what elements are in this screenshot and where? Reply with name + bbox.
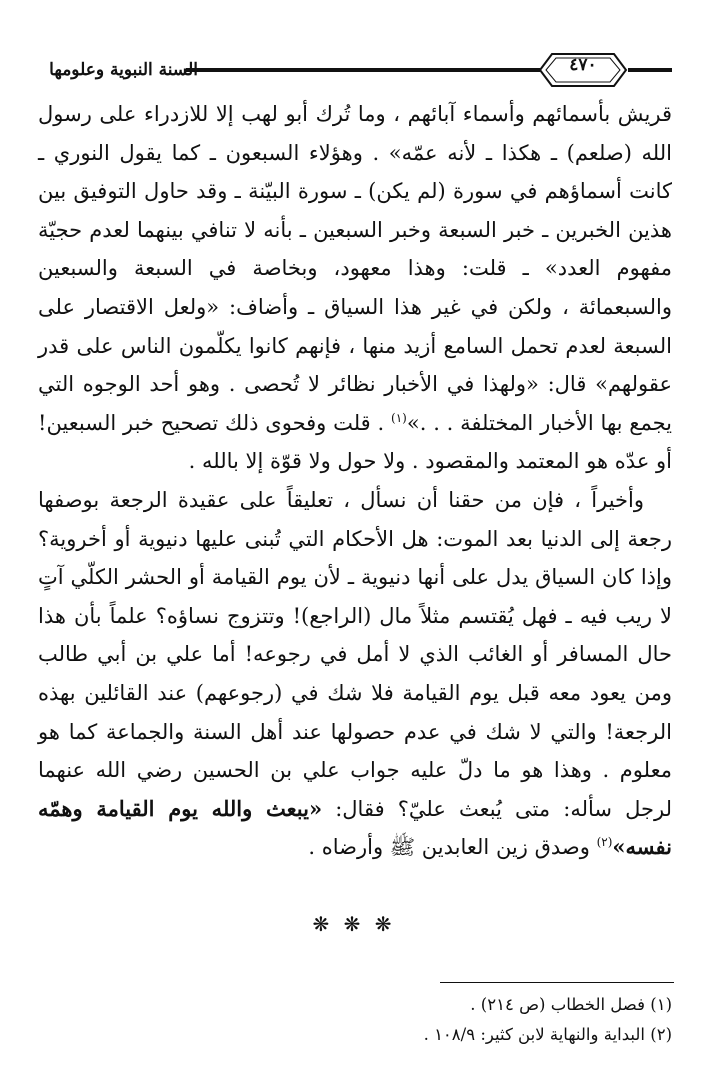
paragraph-text: قريش بأسمائهم وأسماء آبائهم ، وما تُرك أبو لهب إلا للازدراء على رسول الله (صلعم) ـ هكذا ـ لأنه عمّه» . وهؤلاء السبعون ـ كما يقول النوري ـ كانت أسماؤهم في سورة (لم يكن) ـ سورة البيّنة ـ وقد حاول التوفيق بين هذين الخبرين ـ خبر السبعة وخبر السبعين ـ بأنه لا تنافي بينهما لعدم حجيّة مفهوم العدد» ـ قلت: وهذا معهود، وبخاصة في السبعة والسبعين والسبعمائة ، ولكن في غير هذا السياق ـ وأضاف: «ولعل الاقتصار على السبعة لعدم تحمل السامع أزيد منها ، فإنهم كانوا يكلّمون الناس على قدر عقولهم» قال: «ولهذا في الأخبار نظائر لا تُحصى . وهو أحد الوجوه التي يجمع بها الأخبار المختلفة . . .» xyxy=(38,102,672,435)
page-header xyxy=(0,0,708,100)
paragraph xyxy=(38,95,672,481)
footnote-divider xyxy=(440,982,674,983)
footnote-item: (٢) البداية والنهاية لابن كثير: ١٠٨/٩ . xyxy=(423,1025,672,1044)
paragraph-text: . قلت وفحوى ذلك تصحيح خبر السبعين! أو عدّه هو المعتمد والمقصود . ولا حول ولا قوّة إلا بالله . xyxy=(38,410,672,474)
page-number: ٤٧٠ xyxy=(569,55,597,75)
paragraph-text: وأخيراً ، فإن من حقنا أن نسأل ، تعليقاً على عقيدة الرجعة بوصفها رجعة إلى الدنيا بعد الموت: هل الأحكام التي تُبنى عليها دنيوية أو أخروية؟ وإذا كان السياق يدل على أنها دنيوية ـ لأن يوم القيامة أو الحشر الكلّي آتٍ لا ريب فيه ـ فهل يُقتسم مثلاً مال (الراجع)! وتتزوج نساؤه؟ علماً بأن هذا حال المسافر أو الغائب الذي لا أمل في رجوعه! أما علي بن أبي طالب ومن يعود معه قبل يوم القيامة فلا شك في (رجوعهم) عند القائلين بهذه الرجعة! والتي لا شك في عدم حصولها عند أهل السنة والجماعة كما هو معلوم . وهذا هو ما دلّ عليه جواب علي بن الحسين رضي الله عنهما لرجل سأله: متى يُبعث عليّ؟ فقال: xyxy=(38,487,672,821)
footnote-ref-2: (٢) xyxy=(596,835,613,850)
header-ornament xyxy=(0,0,708,100)
footnote-item: (١) فصل الخطاب (ص ٢١٤) . xyxy=(470,995,672,1014)
paragraph xyxy=(38,481,672,867)
paragraph-text: وصدق زين العابدين ﷺ وأرضاه . xyxy=(308,835,590,860)
footnote-ref-1: (١) xyxy=(391,410,407,425)
footnotes xyxy=(38,990,672,1050)
quote-text: «يبعث والله يوم القيامة وهمّه نفسه» xyxy=(38,795,672,860)
section-separator: ❋ ❋ ❋ xyxy=(312,912,396,936)
book-title: السنة النبوية وعلومها xyxy=(49,60,198,80)
main-text xyxy=(38,95,672,867)
